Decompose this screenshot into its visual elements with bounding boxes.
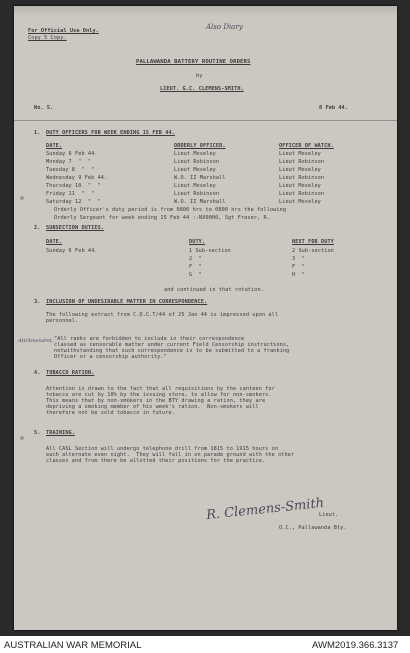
table-cell: 3 " [292,256,305,262]
column-header: ORDERLY OFFICER. [174,143,226,149]
table-cell: 2 Sub-section [292,248,334,254]
by-line: by [196,73,203,79]
table-cell: Lieut Moseley [279,167,321,173]
table-cell: Lieut Robinson [279,159,325,165]
column-header: NEXT FOR DUTY [292,239,334,245]
section-number: 2. [34,225,41,231]
section-heading: TRAINING. [46,430,76,436]
table-cell: Lieut Moseley [279,151,321,157]
handwritten-annotation: Also Diary [206,23,243,31]
author-line: LIEUT. G.C. CLEMENS-SMITH. [160,86,244,92]
signatory-role: O.C., Pallawanda Bty. [279,525,347,531]
table-cell: H " [292,272,305,278]
section-body: All CASL Section will undergo telephone drill from 1815 to 1915 hours on each alternate even night. They will fall in on parade ground with the other classes and from there be allotted their positions for the practice. [46,446,295,464]
punch-hole [20,196,24,200]
section-heading: TOBACCO RATION. [46,370,95,376]
table-cell: Monday 7 " " [46,159,92,165]
section-body: The following extract from C.D.C.T/44 of 25 Jan 44 is impressed upon all personnel. [46,312,279,324]
section-heading: DUTY OFFICERS FOR WEEK ENDING 15 FEB 44. [46,130,175,136]
table-cell: F " [189,264,202,270]
table-cell: Lieut Moseley [279,199,321,205]
section-body: Attention is drawn to the fact that all requisitions by the canteen for tobacco are cut by 10% by the issuing store, to allow for non-smokers. This means that by non-smokers in the BTY drawing a ration, they are depriving a smoking member of his week's ration. Non-smokers will therefore not be sold tobacco in future. [46,386,275,416]
section-heading: SUBSECTION DUTIES. [46,225,105,231]
table-cell: 2 " [189,256,202,262]
archive-name: AUSTRALIAN WAR MEMORIAL [4,640,142,651]
table-cell: G " [189,272,202,278]
section-note: and continued in that rotation. [164,287,264,293]
signature: R. Clemens-Smith [205,495,325,524]
table-cell: W.O. II Marshall [174,199,226,205]
catalogue-number: AWM2019.366.3137 [312,640,399,651]
signatory-rank: Lieut. [319,512,339,518]
table-cell: Friday 11 " " [46,191,95,197]
section-note: Orderly Officer's duty period is from 0800 hrs to 0800 hrs the following [54,207,287,213]
column-header: DATE. [46,143,63,149]
column-header: DATE. [46,239,63,245]
table-cell: W.O. II Marshall [174,175,226,181]
copy-reference: Copy 5 Copy. [28,35,67,41]
table-cell: Sunday 6 Feb 44. [46,248,98,254]
margin-annotation: Att/Amendmt. [18,338,54,344]
section-number: 1. [34,130,41,136]
separator-rule [14,120,397,121]
column-header: DUTY. [189,239,206,245]
table-cell: Lieut Moseley [279,183,321,189]
punch-hole [20,436,24,440]
table-cell: Lieut Robinson [279,191,325,197]
table-cell: F " [292,264,305,270]
table-cell: Thursday 10 " " [46,183,101,189]
section-number: 4. [34,370,41,376]
table-cell: Lieut Robinson [174,191,220,197]
table-cell: Lieut Moseley [174,151,216,157]
column-header: OFFICER OF WATCH. [279,143,334,149]
table-cell: Saturday 12 " " [46,199,101,205]
table-cell: Wednesday 9 Feb 44. [46,175,108,181]
table-cell: Lieut Moseley [174,183,216,189]
archive-caption [0,636,410,653]
security-classification: For Official Use Only. [28,28,99,34]
table-cell: Lieut Robinson [279,175,325,181]
section-number: 5. [34,430,41,436]
document-page [14,6,397,630]
order-number: No. 5. [34,105,54,111]
order-date: 8 Feb 44. [319,105,349,111]
table-cell: Lieut Moseley [174,167,216,173]
table-cell: Sunday 6 Feb 44. [46,151,98,157]
section-number: 3. [34,299,41,305]
table-cell: 1 Sub-section [189,248,231,254]
quoted-extract: "All ranks are forbidden to include in their correspondence classed as censorable matter under current Field Censorship instructions, notwithstanding that such correspondence is to be submitted to a franking Officer or a censorship authority." [54,336,290,360]
section-heading: INCLUSION OF UNDESIRABLE MATTER IN CORRESPONDENCE. [46,299,208,305]
document-title: PALLAWANDA BATTERY ROUTINE ORDERS [136,59,251,65]
section-note: Orderly Sergeant for week ending 15 Feb 44 :-NX0000, Sgt Fraser, R. [54,215,270,221]
table-cell: Lieut Robinson [174,159,220,165]
table-cell: Tuesday 8 " " [46,167,95,173]
